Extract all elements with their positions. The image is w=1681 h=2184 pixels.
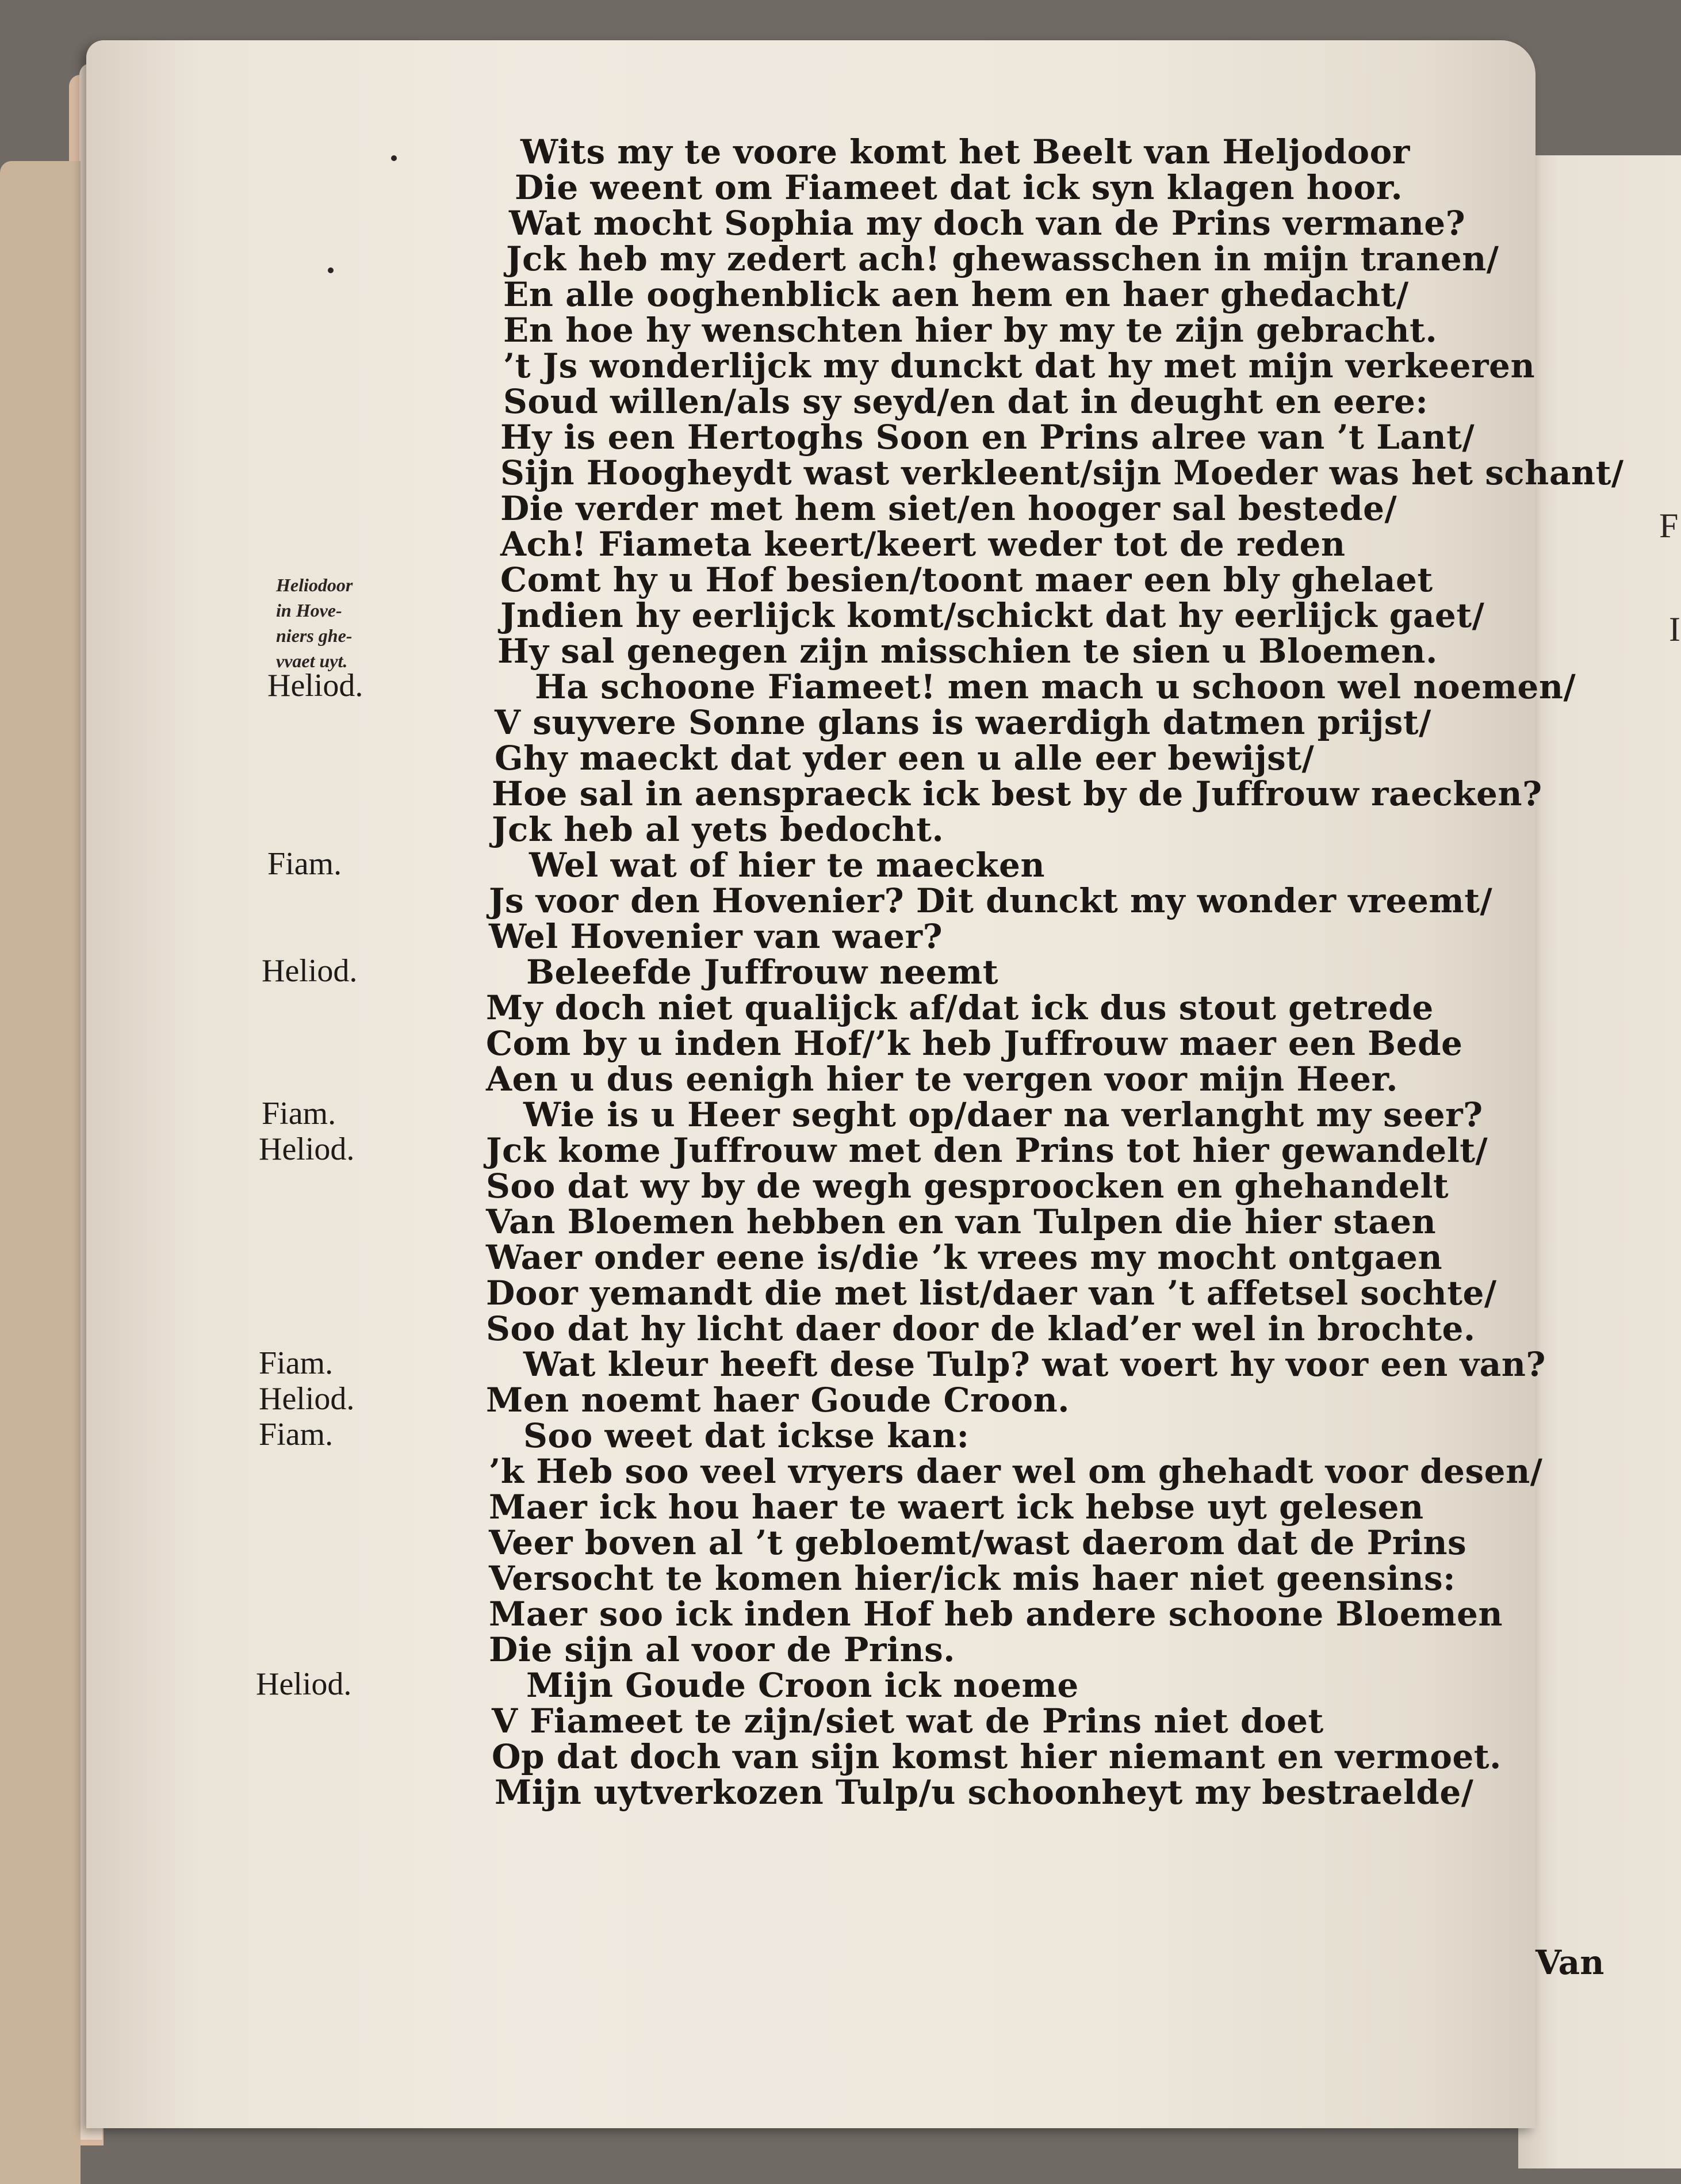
book-page <box>86 40 1624 2128</box>
speaker-label: Fiam. <box>262 1096 336 1131</box>
facing-page-fragment: F <box>1659 507 1679 545</box>
facing-page-fragment: I <box>1669 610 1680 648</box>
verse-line: Ach! Fiameta keert/keert weder tot de reden <box>500 525 1346 564</box>
verse-line: Van Bloemen hebben en van Tulpen die hier staen <box>486 1202 1437 1241</box>
verse-line: Wie is u Heer seght op/daer na verlanght my seer? <box>523 1095 1483 1134</box>
verse-line: Soo weet dat ickse kan: <box>523 1416 970 1455</box>
verse-line: Wat kleur heeft dese Tulp? wat voert hy voor een van? <box>523 1345 1546 1384</box>
verse-line: Mijn uytverkozen Tulp/u schoonheyt my bestraelde/ <box>495 1773 1474 1812</box>
stage-direction-line: niers ghe- <box>276 625 353 646</box>
verse-line: Jck heb al yets bedocht. <box>492 810 944 849</box>
verse-line: Versocht te komen hier/ick mis haer niet geensins: <box>489 1559 1456 1598</box>
verse-block <box>411 132 1624 2002</box>
verse-line: Hy is een Hertoghs Soon en Prins alree van ’t Lant/ <box>500 418 1475 457</box>
verse-line: En hoe hy wenschten hier by my te zijn gebracht. <box>503 311 1438 350</box>
verse-line: Ha schoone Fiameet! men mach u schoon wel noemen/ <box>535 667 1576 706</box>
verse-line: Jck heb my zedert ach! ghewasschen in mijn tranen/ <box>506 239 1499 278</box>
speaker-label: Heliod. <box>259 1381 355 1417</box>
verse-line: Jndien hy eerlijck komt/schickt dat hy eerlijck gaet/ <box>500 596 1485 635</box>
verse-line: En alle ooghenblick aen hem en haer ghedacht/ <box>503 275 1409 314</box>
stage-direction-line: in Hove- <box>276 600 342 621</box>
verse-line: Die weent om Fiameet dat ick syn klagen hoor. <box>515 168 1403 207</box>
verse-line: ’k Heb soo veel vryers daer wel om ghehadt voor desen/ <box>489 1452 1543 1491</box>
verse-line: Comt hy u Hof besien/toont maer een bly ghelaet <box>500 560 1433 599</box>
verse-line: Wits my te voore komt het Beelt van Heljodoor <box>520 132 1410 171</box>
speaker-label: Fiam. <box>259 1345 334 1381</box>
verse-line: Wel Hovenier van waer? <box>489 917 943 956</box>
verse-line: Soo dat wy by de wegh gesproocken en ghehandelt <box>486 1166 1449 1206</box>
speaker-label: Fiam. <box>267 846 342 882</box>
verse-line: Js voor den Hovenier? Dit dunckt my wonder vreemt/ <box>489 881 1493 920</box>
verse-line: Waer onder eene is/die ’k vrees my mocht ontgaen <box>486 1238 1443 1277</box>
verse-line: Maer soo ick inden Hof heb andere schoone Bloemen <box>489 1594 1503 1634</box>
verse-line: Soud willen/als sy seyd/en dat in deught en eere: <box>503 382 1429 421</box>
verse-line: My doch niet qualijck af/dat ick dus stout getrede <box>486 988 1434 1027</box>
verse-line: Aen u dus eenigh hier te vergen voor mijn Heer. <box>486 1060 1398 1099</box>
book-cover-edge <box>0 161 81 2184</box>
speaker-label: Heliod. <box>267 668 363 703</box>
verse-line: Men noemt haer Goude Croon. <box>486 1380 1070 1420</box>
catchword: Van <box>1536 1943 1605 1982</box>
speaker-label: Heliod. <box>262 953 358 989</box>
verse-line: Com by u inden Hof/’k heb Juffrouw maer een Bede <box>486 1024 1463 1063</box>
stage-direction-line: vvaet uyt. <box>276 651 348 671</box>
speaker-label: Heliod. <box>259 1131 355 1167</box>
verse-line: Soo dat hy licht daer door de klad’er wel in brochte. <box>486 1309 1476 1348</box>
verse-line: Jck kome Juffrouw met den Prins tot hier gewandelt/ <box>486 1131 1488 1170</box>
verse-line: Die verder met hem siet/en hooger sal bestede/ <box>500 489 1397 528</box>
page-mark <box>328 267 334 273</box>
verse-line: Beleefde Juffrouw neemt <box>526 953 999 992</box>
verse-line: Hy sal genegen zijn misschien te sien u Bloemen. <box>497 632 1438 671</box>
verse-line: V Fiameet te zijn/siet wat de Prins niet doet <box>492 1701 1324 1741</box>
verse-line: Wel wat of hier te maecken <box>529 846 1046 885</box>
verse-line: Veer boven al ’t gebloemt/wast daerom dat de Prins <box>489 1523 1467 1562</box>
verse-line: Maer ick hou haer te waert ick hebse uyt gelesen <box>489 1487 1424 1527</box>
verse-line: Die sijn al voor de Prins. <box>489 1630 955 1669</box>
speaker-label: Fiam. <box>259 1417 334 1452</box>
verse-line: Ghy maeckt dat yder een u alle eer bewijst/ <box>495 739 1315 778</box>
verse-line: Mijn Goude Croon ick noeme <box>526 1666 1079 1705</box>
verse-line: ’t Js wonderlijck my dunckt dat hy met mijn verkeeren <box>503 346 1536 385</box>
verse-line: Hoe sal in aenspraeck ick best by de Juffrouw raecken? <box>492 774 1542 813</box>
verse-line: Sijn Hoogheydt wast verkleent/sijn Moeder was het schant/ <box>500 453 1624 492</box>
verse-line: Wat mocht Sophia my doch van de Prins vermane? <box>509 204 1466 243</box>
verse-line: Op dat doch van sijn komst hier niemant en vermoet. <box>492 1737 1502 1776</box>
page-mark <box>391 155 397 161</box>
speaker-label: Heliod. <box>256 1666 352 1702</box>
stage-direction <box>276 572 353 674</box>
stage-direction-line: Heliodoor <box>276 575 353 595</box>
verse-line: Door yemandt die met list/daer van ’t affetsel sochte/ <box>486 1273 1497 1313</box>
verse-line: V suyvere Sonne glans is waerdigh datmen prijst/ <box>495 703 1431 742</box>
